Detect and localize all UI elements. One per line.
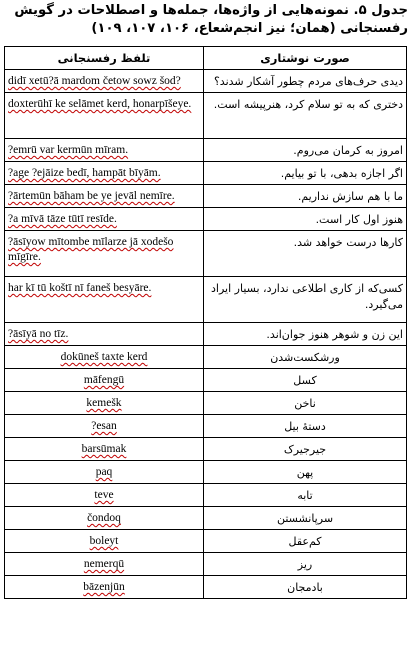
written-form-cell: اگر اجازه بدهی، با تو بیایم. xyxy=(204,162,407,185)
pronunciation-cell xyxy=(5,346,204,369)
pronunciation-cell xyxy=(5,369,204,392)
written-form-cell: کم‌عقل xyxy=(204,530,407,553)
written-form-cell: امروز به کرمان می‌روم. xyxy=(204,139,407,162)
pronunciation-cell xyxy=(5,576,204,599)
table-row xyxy=(5,70,407,93)
pronunciation-text: teve xyxy=(94,489,114,501)
table-row xyxy=(5,576,407,599)
table-row xyxy=(5,507,407,530)
table-caption: جدول ۵. نمونه‌هایی از واژه‌ها، جمله‌ها و اصطلاحات در گویش رفسنجانی (همان؛ نیز انجم‌شعاع، ۱۰۶، ۱۰۷، ۱۰۹) xyxy=(14,3,408,36)
pronunciation-cell xyxy=(5,530,204,553)
pronunciation-cell xyxy=(5,231,204,277)
pronunciation-cell xyxy=(5,484,204,507)
pronunciation-text: nemerqū xyxy=(83,558,125,570)
written-form-cell: کسل xyxy=(204,369,407,392)
table-row xyxy=(5,208,407,231)
written-form-cell: ورشکست‌شدن xyxy=(204,346,407,369)
written-form-cell: کارها درست خواهد شد. xyxy=(204,231,407,277)
table-row xyxy=(5,415,407,438)
table-row xyxy=(5,323,407,346)
header-row xyxy=(5,47,407,70)
pronunciation-cell xyxy=(5,185,204,208)
written-form-cell: سرپانشستن xyxy=(204,507,407,530)
written-form-cell: ناخن xyxy=(204,392,407,415)
table-row xyxy=(5,139,407,162)
written-form-cell: دستهٔ بیل xyxy=(204,415,407,438)
pronunciation-text: ?esan xyxy=(91,420,117,432)
table-row xyxy=(5,277,407,323)
pronunciation-cell xyxy=(5,507,204,530)
pronunciation-text: barsūmak xyxy=(81,443,127,455)
table-row xyxy=(5,231,407,277)
written-form-cell: کسی‌که از کاری اطلاعی ندارد، بسیار ایراد می‌گیرد. xyxy=(204,277,407,323)
header-written-form: صورت نوشتاری xyxy=(204,47,407,70)
written-form-cell: ما با هم سازش نداریم. xyxy=(204,185,407,208)
pronunciation-text: boleyt xyxy=(89,535,119,547)
pronunciation-cell xyxy=(5,323,204,346)
pronunciation-text: bāzenjūn xyxy=(83,581,125,593)
written-form-cell: ریز xyxy=(204,553,407,576)
pronunciation-text: didī xetū?ā mardom četow sowz šod? xyxy=(8,75,181,87)
glossary-table xyxy=(4,46,407,599)
pronunciation-text: ?ārtemūn bāham be ye jevāl nemīre. xyxy=(8,190,175,202)
pronunciation-text: ?āsīyow mītombe mīlarze jā xodešo mīgīre. xyxy=(8,236,174,263)
pronunciation-cell xyxy=(5,93,204,139)
pronunciation-cell xyxy=(5,70,204,93)
written-form-cell: پهن xyxy=(204,461,407,484)
pronunciation-cell xyxy=(5,139,204,162)
written-form-cell: تابه xyxy=(204,484,407,507)
written-form-cell: جیرجیرک xyxy=(204,438,407,461)
pronunciation-text: ?age ?ejāize bedī, hampāt bīyām. xyxy=(8,167,161,179)
table-row xyxy=(5,93,407,139)
table-row xyxy=(5,346,407,369)
pronunciation-cell xyxy=(5,461,204,484)
table-row xyxy=(5,484,407,507)
written-form-cell: دیدی حرف‌های مردم چطور آشکار شدند؟ xyxy=(204,70,407,93)
table-row xyxy=(5,369,407,392)
pronunciation-text: māfengū xyxy=(83,374,125,386)
written-form-cell: بادمجان xyxy=(204,576,407,599)
pronunciation-text: dokūneš taxte kerd xyxy=(60,351,148,363)
written-form-cell: هنوز اول کار است. xyxy=(204,208,407,231)
pronunciation-text: čondoq xyxy=(87,512,121,524)
table-row xyxy=(5,185,407,208)
pronunciation-text: ?a mīvā tāze tūtī resīde. xyxy=(8,213,117,225)
header-pronunciation: تلفظ رفسنجانی xyxy=(5,47,204,70)
pronunciation-cell xyxy=(5,162,204,185)
table-row xyxy=(5,553,407,576)
pronunciation-text: ?emrū var kermūn mīram. xyxy=(8,144,129,156)
pronunciation-cell xyxy=(5,415,204,438)
pronunciation-cell xyxy=(5,208,204,231)
table-row xyxy=(5,162,407,185)
pronunciation-cell xyxy=(5,438,204,461)
pronunciation-text: doxterūhī ke selāmet kerd, honarpīšeye. xyxy=(8,98,192,110)
table-row xyxy=(5,530,407,553)
pronunciation-cell xyxy=(5,277,204,323)
table-row xyxy=(5,438,407,461)
pronunciation-text: kemešk xyxy=(86,397,122,409)
pronunciation-cell xyxy=(5,392,204,415)
written-form-cell: این زن و شوهر هنوز جوان‌اند. xyxy=(204,323,407,346)
table-row xyxy=(5,392,407,415)
table-row xyxy=(5,461,407,484)
written-form-cell: دختری که به تو سلام کرد، هنرپیشه است. xyxy=(204,93,407,139)
pronunciation-cell xyxy=(5,553,204,576)
pronunciation-text: ?āsīyā no tīz. xyxy=(8,328,69,340)
pronunciation-text: har kī tū koštī nī faneš besyāre. xyxy=(8,282,152,294)
pronunciation-text: paq xyxy=(95,466,113,478)
